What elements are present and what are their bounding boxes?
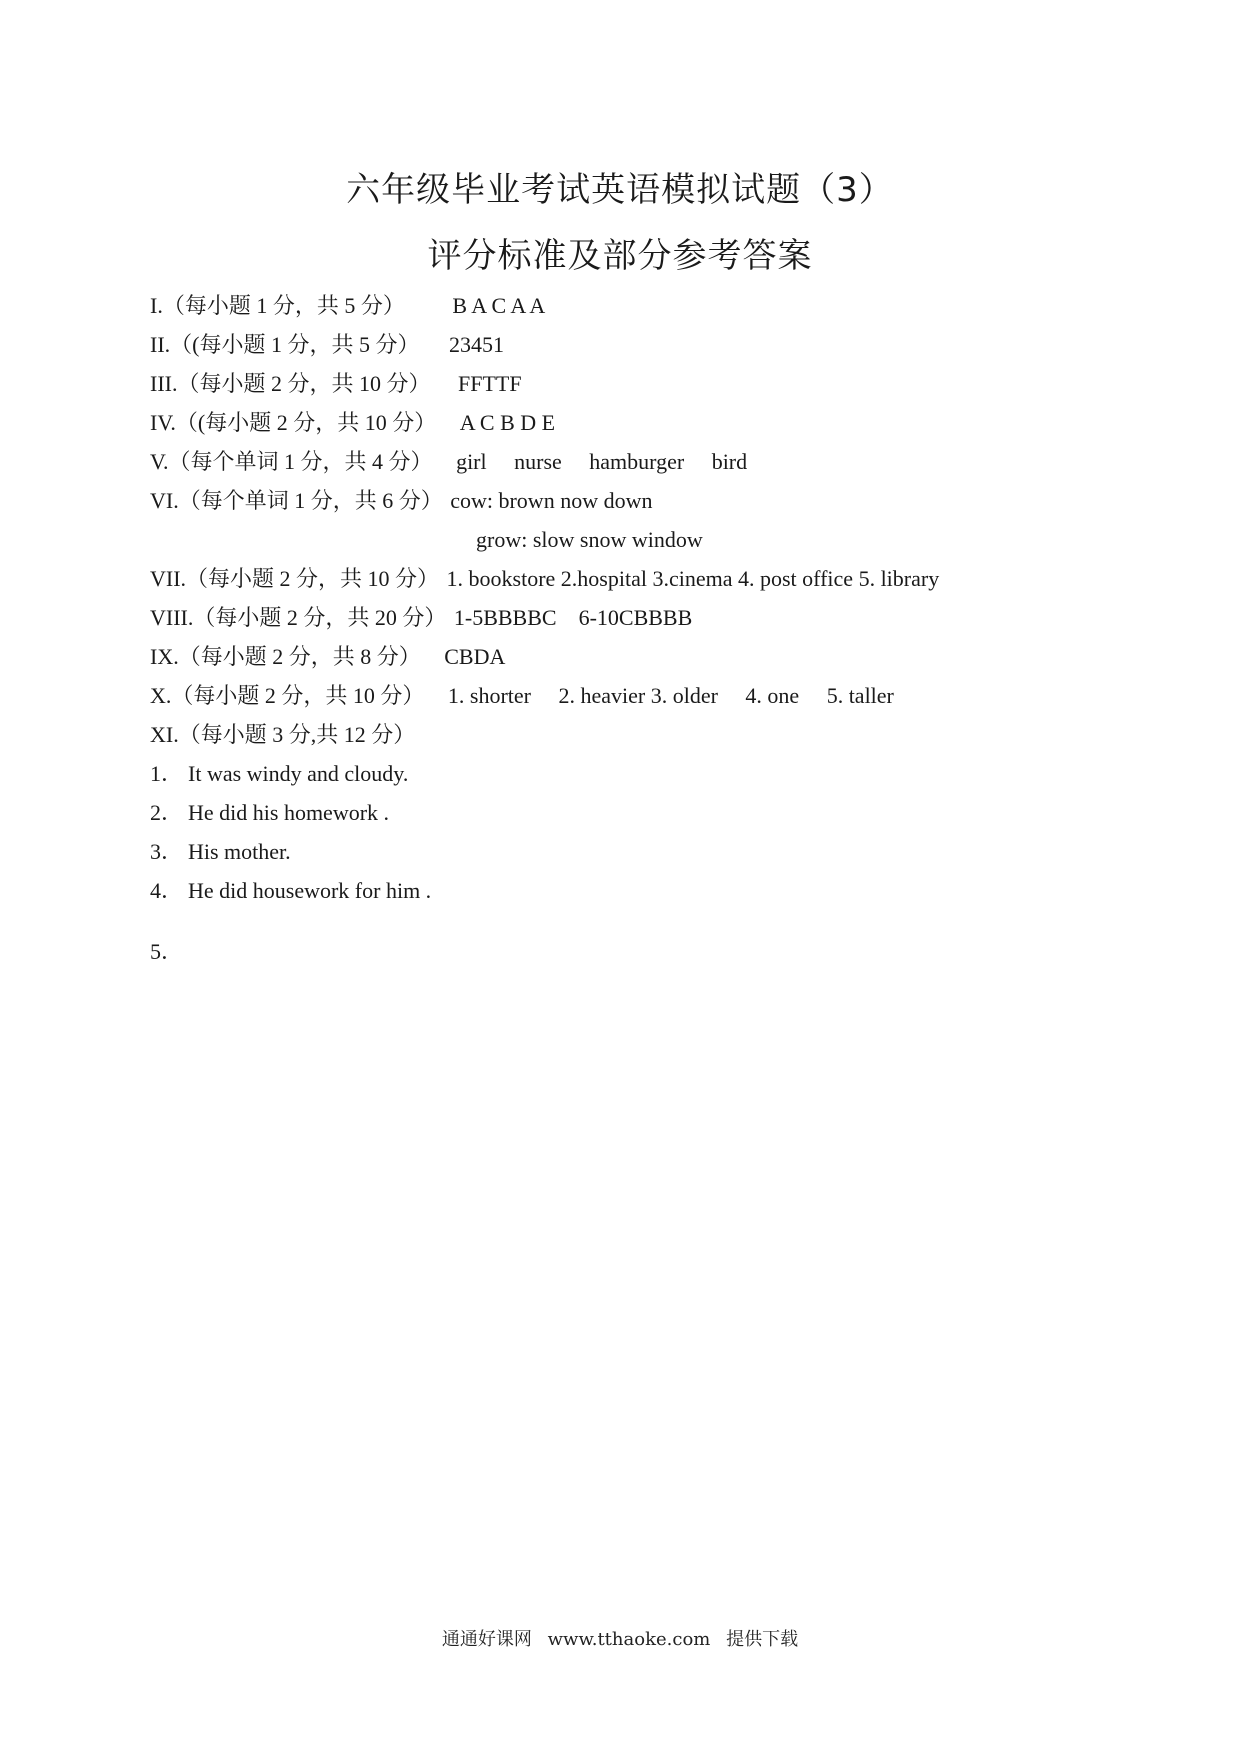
section-answer: 1-5BBBBC 6-10CBBBB (453, 605, 693, 630)
section-3 (150, 364, 1110, 403)
section-answer: 23451 (448, 332, 504, 357)
section-9 (150, 637, 1110, 676)
section-10 (150, 676, 1110, 715)
xi-answer-2 (150, 793, 1110, 832)
item-text: It was windy and cloudy. (188, 761, 409, 786)
answer-word: 2. heavier 3. older (558, 683, 718, 708)
answer-word: bird (711, 449, 748, 474)
answer-word: nurse (514, 449, 562, 474)
section-label: VIII.（每小题 2 分，共 20 分） (150, 605, 447, 630)
item-number: 3． (150, 839, 184, 864)
section-label: IX.（每小题 2 分，共 8 分） (150, 644, 421, 669)
item-text: He did his homework . (188, 800, 390, 825)
xi-answer-3 (150, 832, 1110, 871)
section-answer (448, 676, 916, 715)
footer-site-name: 通通好课网 (441, 1629, 532, 1650)
item-text: His mother. (188, 839, 291, 864)
section-2 (150, 325, 1110, 364)
item-number: 4． (150, 878, 184, 903)
section-7 (150, 559, 1110, 598)
section-answer: 1. bookstore 2.hospital 3.cinema 4. post office 5. library (446, 566, 940, 591)
item-number: 1． (150, 761, 184, 786)
doc-subtitle: 评分标准及部分参考答案 (427, 236, 813, 276)
answer-word: 5. taller (826, 683, 894, 708)
section-label: VI.（每个单词 1 分，共 6 分） (150, 488, 443, 513)
section-label: XI.（每小题 3 分,共 12 分） (150, 722, 416, 747)
answer-word: 1. shorter (447, 683, 531, 708)
section-answer: FFTTF (457, 371, 522, 396)
item-number: 2． (150, 800, 184, 825)
section-label: X.（每小题 2 分，共 10 分） (150, 683, 425, 708)
section-label: I.（每小题 1 分，共 5 分） (150, 293, 405, 318)
item-number: 5． (150, 939, 184, 964)
answer-word: 4. one (745, 683, 800, 708)
section-answer (456, 442, 769, 481)
xi-answer-5 (150, 932, 1110, 971)
section-6 (150, 481, 1110, 520)
section-label: IV.（(每小题 2 分，共 10 分） (150, 410, 437, 435)
section-answer: grow: slow snow window (476, 527, 703, 552)
section-8 (150, 598, 1110, 637)
section-answer: cow: brown now down (450, 488, 653, 513)
section-answer: B A C A A (452, 293, 546, 318)
section-6-continued (150, 520, 1110, 559)
section-label: III.（每小题 2 分，共 10 分） (150, 371, 431, 396)
section-label: II.（(每小题 1 分，共 5 分） (150, 332, 420, 357)
xi-answer-1 (150, 754, 1110, 793)
footer-tail: 提供下载 (726, 1629, 799, 1650)
section-5 (150, 442, 1110, 481)
item-text: He did housework for him . (188, 878, 432, 903)
footer-url[interactable]: www.tthaoke.com (547, 1629, 711, 1650)
section-11 (150, 715, 1110, 754)
xi-answer-4 (150, 871, 1110, 910)
section-4 (150, 403, 1110, 442)
section-label: V.（每个单词 1 分，共 4 分） (150, 449, 433, 474)
section-1 (150, 286, 1110, 325)
answer-key (150, 286, 1110, 971)
answer-word: girl (456, 449, 487, 474)
section-label: VII.（每小题 2 分，共 10 分） (150, 566, 440, 591)
page-footer (0, 1625, 1240, 1651)
section-answer: CBDA (444, 644, 506, 669)
doc-title: 六年级毕业考试英语模拟试题（3） (346, 170, 894, 210)
answer-word: hamburger (589, 449, 685, 474)
section-answer: A C B D E (459, 410, 556, 435)
